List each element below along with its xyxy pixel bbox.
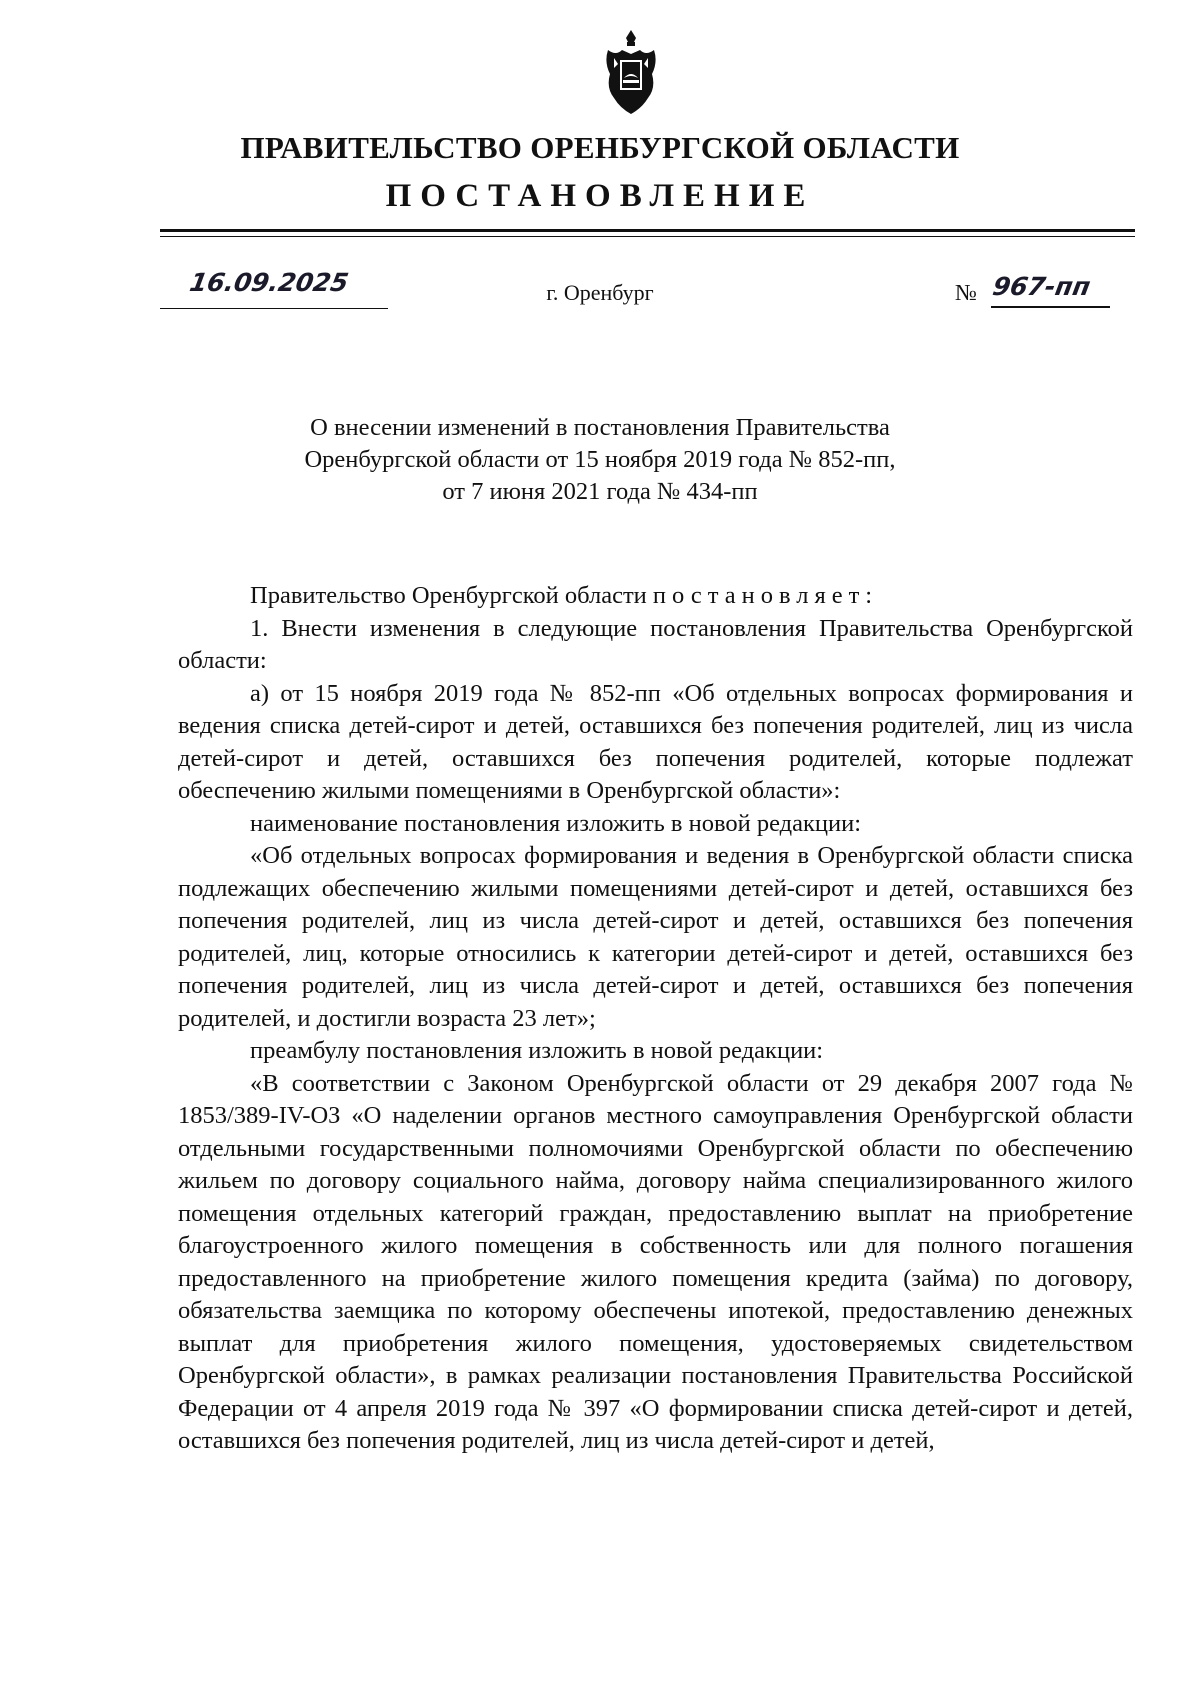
paragraph-1: 1. Внести изменения в следующие постановления Правительства Оренбургской области: [178,614,1133,674]
subject-line-3: от 7 июня 2021 года № 434-пп [442,478,758,505]
paragraph-2: а) от 15 ноября 2019 года № 852-пп «Об отдельных вопросах формирования и ведения списка детей-сирот и детей, оставшихся без попечения родителей, лиц из числа детей-сирот и детей, оставшихся без попечения родителей, которые подлежат обеспечению жилыми помещениями в Оренбургской области»: [178,679,1133,804]
document-city: г. Оренбург [546,280,654,305]
paragraph-6: «В соответствии с Законом Оренбургской области от 29 декабря 2007 года № 1853/389-IV-ОЗ «О наделении органов местного самоуправления Оренбургской области отдельными государственными полномочиями Оренбургской области по обеспечению жильем по договору социального найма, договору найма специализированного жилого помещения отдельных категорий граждан, предоставлению выплат на приобретение благоустроенного жилого помещения в собственность или для полного погашения предоставленного на приобретение жилого помещения кредита (займа) по договору, обязательства заемщика по которому обеспечены ипотекой, предоставлению денежных выплат для приобретения жилого помещения, удостоверяемых свидетельством Оренбургской области», в рамках реализации постановления Правительства Российской Федерации от 4 апреля 2019 года № 397 «О формировании списка детей-сирот и детей, оставшихся без попечения родителей, лиц из числа детей-сирот и детей, [178,1069,1133,1454]
handwritten-date: 16.09.2025 [187,268,351,297]
handwritten-number: 967-пп [990,272,1093,301]
number-sign: № [955,280,977,305]
paragraph-5: преамбулу постановления изложить в новой редакции: [250,1037,824,1064]
intro-paragraph [178,580,1133,613]
document-type: ПОСТАНОВЛЕНИЕ [385,178,815,214]
document-subject [0,412,1200,508]
document-body [178,580,1133,1458]
number-underline [991,306,1110,308]
paragraph-3: наименование постановления изложить в новой редакции: [250,809,862,837]
header-rule-thin [160,236,1135,237]
paragraph-4: «Об отдельных вопросах формирования и ведения в Оренбургской области списка подлежащих обеспечению жилыми помещениями детей-сирот и детей, оставшихся без попечения родителей, лиц из числа детей-сирот и детей, оставшихся без попечения родителей, лиц, которые относились к категории детей-сирот и детей, оставшихся без попечения родителей, лиц из числа детей-сирот и детей, оставшихся без попечения родителей, и достигли возраста 23 лет»; [178,842,1133,1032]
intro-prefix: Правительство Оренбургской области [250,582,653,609]
coat-of-arms-icon [600,28,662,116]
document-number [955,268,1150,308]
government-title: ПРАВИТЕЛЬСТВО ОРЕНБУРГСКОЙ ОБЛАСТИ [240,130,960,165]
subject-line-1: О внесении изменений в постановления Правительства [310,414,890,441]
subject-line-2: Оренбургской области от 15 ноября 2019 года № 852-пп, [304,446,896,473]
intro-resolves: постановляет: [652,582,879,609]
header-rule-thick [160,229,1135,232]
